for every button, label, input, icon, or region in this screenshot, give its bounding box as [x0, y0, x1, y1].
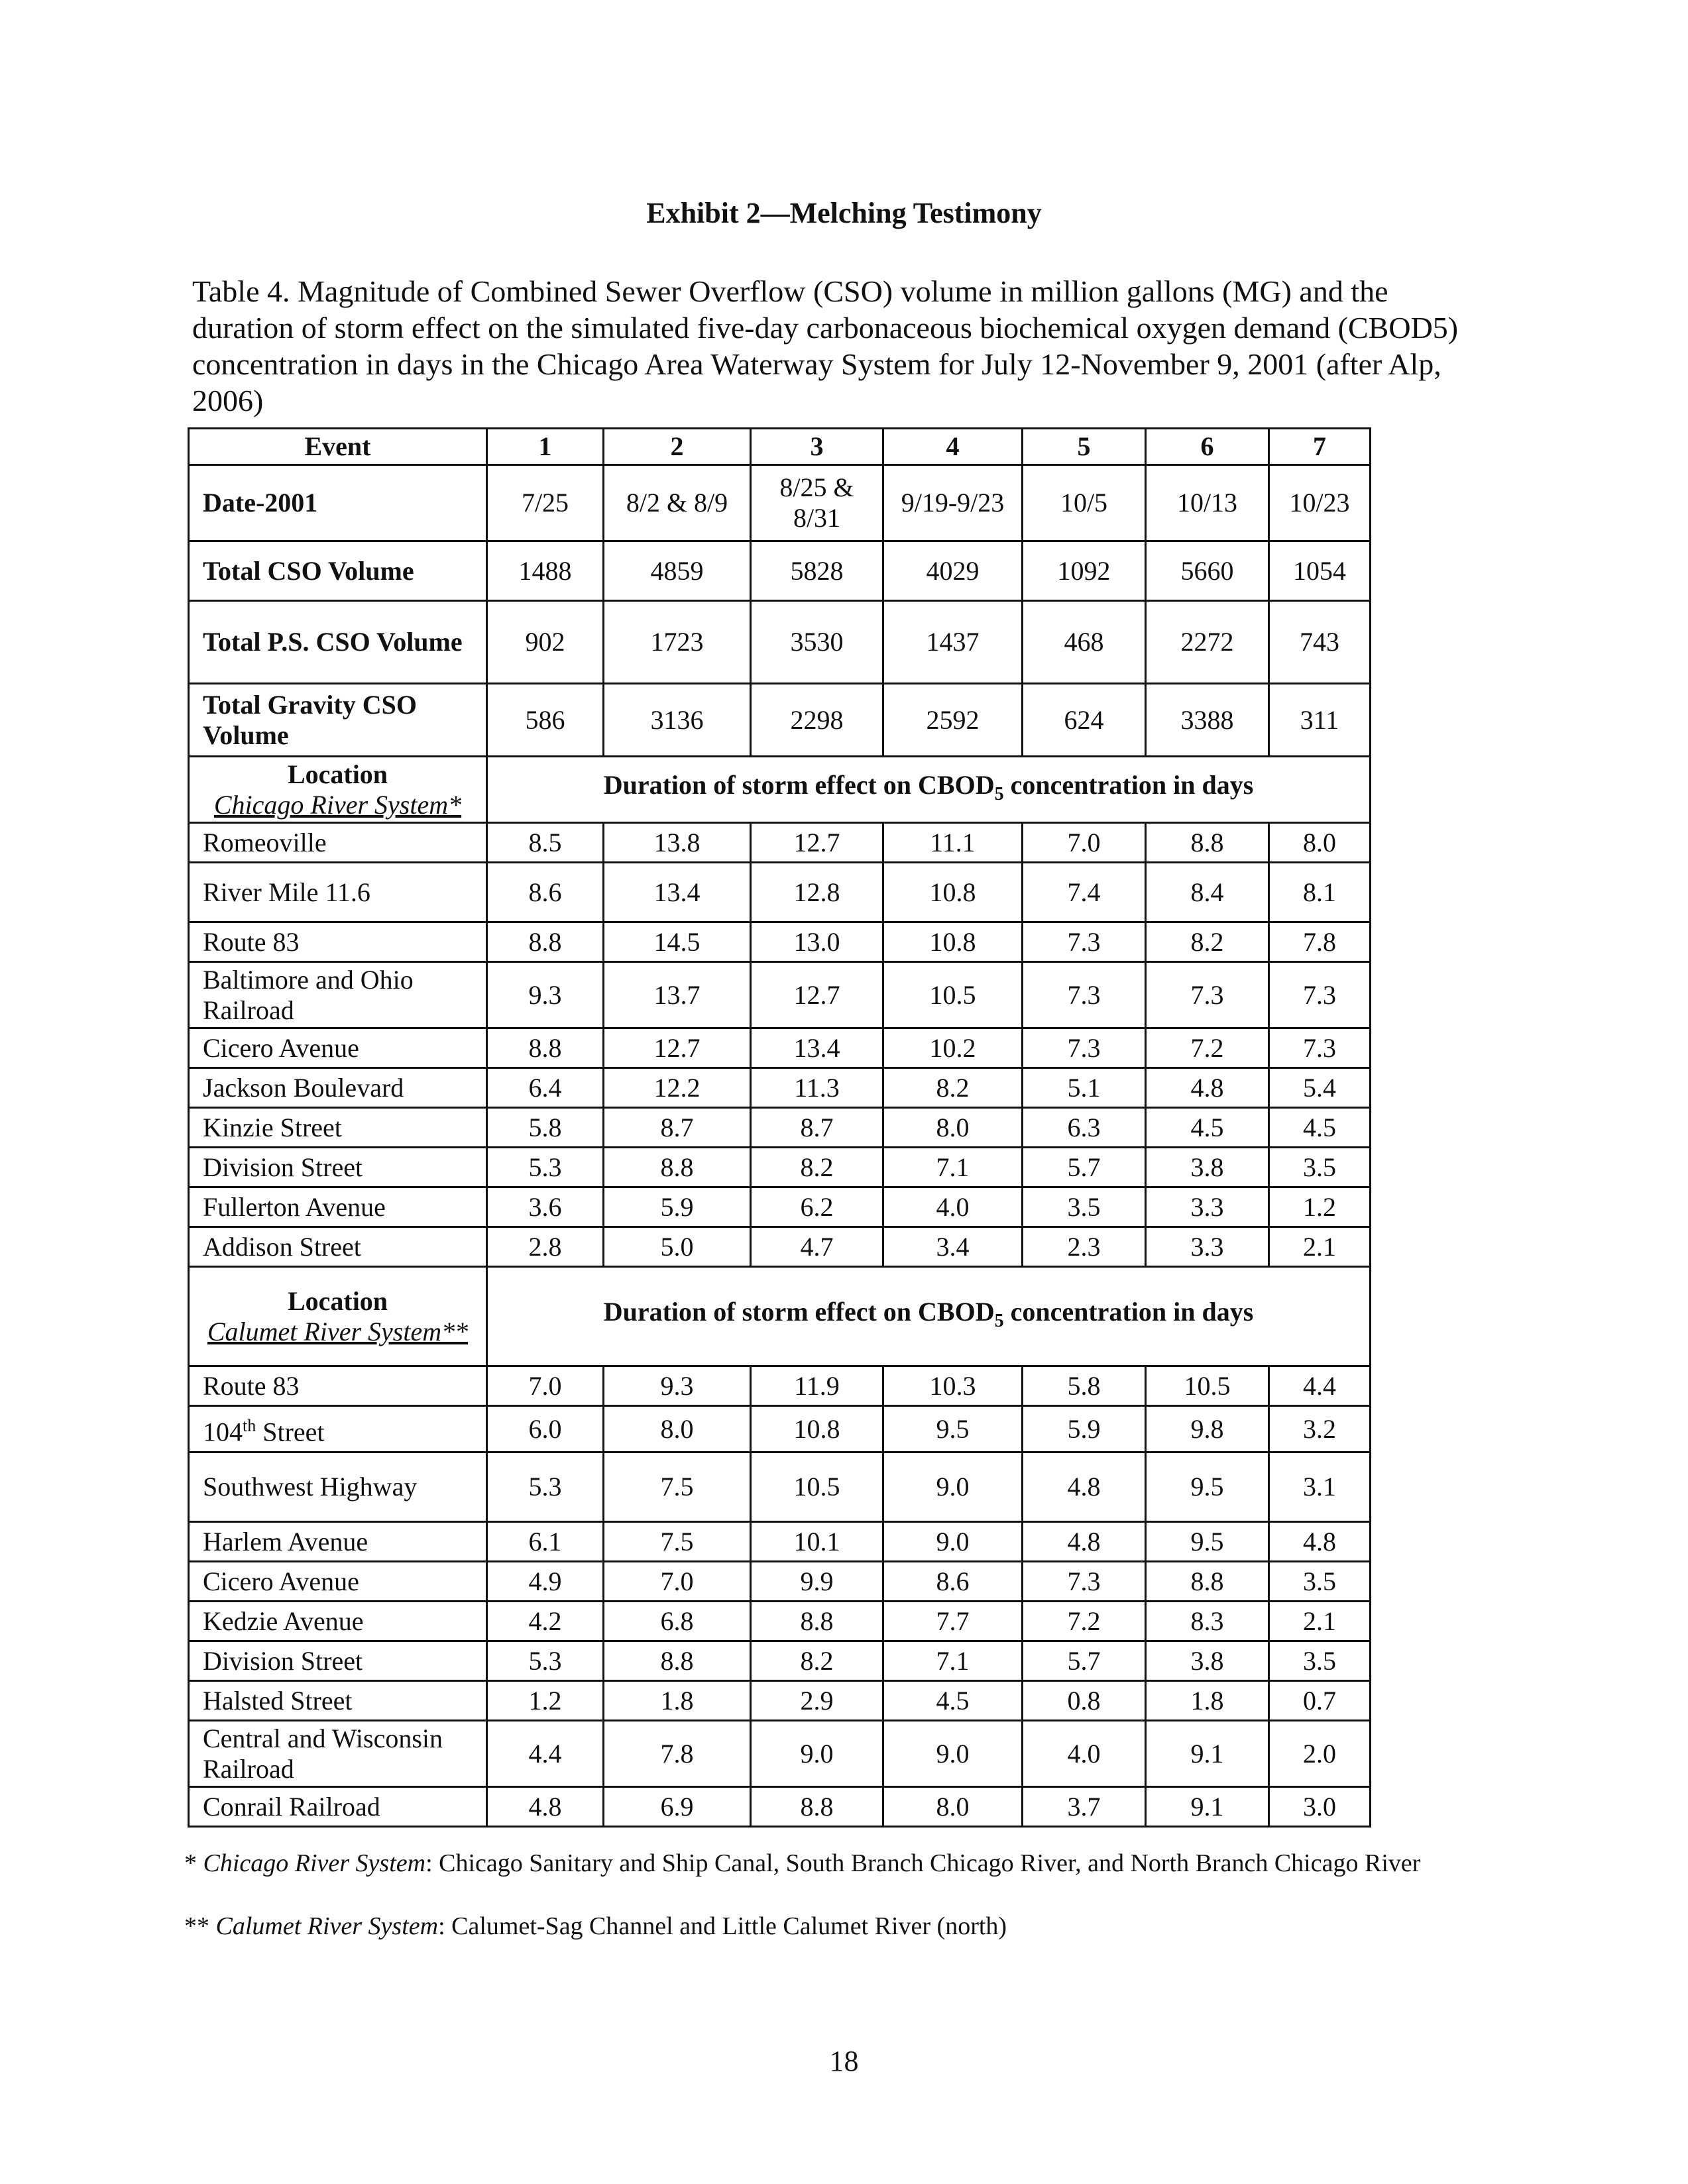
duration-cell: 10.3: [883, 1366, 1023, 1406]
location-label: [189, 1366, 487, 1406]
duration-cell: 1.8: [604, 1681, 751, 1721]
duration-cell: 7.5: [604, 1522, 751, 1562]
page-number: 18: [829, 2045, 859, 2077]
volume-cell: 3388: [1146, 684, 1269, 757]
volume-label: Total Gravity CSO Volume: [189, 684, 487, 757]
volume-row: [189, 541, 1371, 601]
duration-cell: 13.4: [604, 863, 751, 922]
cso-table: [188, 427, 1371, 1828]
duration-cell: 4.8: [487, 1787, 604, 1827]
event-number: 4: [883, 429, 1023, 465]
table-row: [189, 1562, 1371, 1602]
duration-cell: 5.8: [1023, 1366, 1146, 1406]
location-name: Harlem Avenue: [203, 1526, 368, 1556]
duration-header: [487, 757, 1371, 823]
duration-cell: 9.5: [1146, 1452, 1269, 1522]
location-header-row: [189, 757, 1371, 823]
duration-cell: 5.3: [487, 1452, 604, 1522]
table-row: [189, 1068, 1371, 1108]
duration-cell: 6.2: [751, 1187, 883, 1227]
duration-cell: 8.7: [604, 1108, 751, 1148]
location-name-suffix: Street: [256, 1417, 325, 1447]
footnote-calumet: ** Calumet River System: Calumet-Sag Channel and Little Calumet River (north): [184, 1912, 1007, 1940]
event-number: 1: [487, 429, 604, 465]
duration-cell: 6.1: [487, 1522, 604, 1562]
duration-cell: 9.3: [604, 1366, 751, 1406]
volume-cell: 1488: [487, 541, 604, 601]
duration-cell: 3.2: [1269, 1406, 1371, 1452]
duration-cell: 2.0: [1269, 1721, 1371, 1787]
date-cell: 8/25 & 8/31: [751, 465, 883, 541]
duration-cell: 8.8: [487, 1028, 604, 1068]
volume-cell: 624: [1023, 684, 1146, 757]
location-name: Southwest Highway: [203, 1472, 418, 1502]
duration-cell: 11.3: [751, 1068, 883, 1108]
volume-cell: 1723: [604, 601, 751, 684]
date-cell: 7/25: [487, 465, 604, 541]
duration-cell: 9.0: [883, 1522, 1023, 1562]
duration-cell: 13.0: [751, 922, 883, 962]
table-row: [189, 863, 1371, 922]
event-number: 2: [604, 429, 751, 465]
duration-cell: 8.4: [1146, 863, 1269, 922]
volume-cell: 1092: [1023, 541, 1146, 601]
duration-cell: 8.2: [1146, 922, 1269, 962]
duration-cell: 4.0: [1023, 1721, 1146, 1787]
duration-cell: 2.8: [487, 1227, 604, 1267]
duration-cell: 4.8: [1023, 1452, 1146, 1522]
table-row: [189, 1187, 1371, 1227]
location-name: Addison Street: [203, 1231, 361, 1262]
duration-cell: 3.1: [1269, 1452, 1371, 1522]
location-header-row: [189, 1267, 1371, 1366]
duration-cell: 3.5: [1023, 1187, 1146, 1227]
volume-row: [189, 684, 1371, 757]
duration-cell: 4.8: [1023, 1522, 1146, 1562]
duration-cell: 7.8: [1269, 922, 1371, 962]
table-row: [189, 823, 1371, 863]
table-row: [189, 1406, 1371, 1452]
system-name: Chicago River System*: [213, 789, 462, 820]
duration-cell: 4.0: [883, 1187, 1023, 1227]
date-cell: 10/23: [1269, 465, 1371, 541]
duration-cell: 6.0: [487, 1406, 604, 1452]
duration-cell: 10.1: [751, 1522, 883, 1562]
table-row: [189, 1681, 1371, 1721]
location-title: Location: [287, 759, 388, 789]
volume-cell: 5828: [751, 541, 883, 601]
volume-cell: 2272: [1146, 601, 1269, 684]
table-row: [189, 962, 1371, 1028]
table-row: [189, 1452, 1371, 1522]
volume-cell: 5660: [1146, 541, 1269, 601]
location-label: [189, 1452, 487, 1522]
volume-label: Total P.S. CSO Volume: [189, 601, 487, 684]
duration-cell: 8.8: [604, 1148, 751, 1187]
duration-cell: 13.4: [751, 1028, 883, 1068]
event-number: 6: [1146, 429, 1269, 465]
event-header-row: [189, 429, 1371, 465]
location-label: [189, 1787, 487, 1827]
duration-cell: 9.1: [1146, 1787, 1269, 1827]
volume-cell: 2592: [883, 684, 1023, 757]
duration-cell: 5.0: [604, 1227, 751, 1267]
duration-cell: 13.8: [604, 823, 751, 863]
duration-cell: 8.8: [604, 1641, 751, 1681]
date-cell: 10/13: [1146, 465, 1269, 541]
duration-cell: 8.2: [751, 1148, 883, 1187]
duration-cell: 8.2: [883, 1068, 1023, 1108]
duration-cell: 0.8: [1023, 1681, 1146, 1721]
location-label: [189, 863, 487, 922]
table-caption: Table 4. Magnitude of Combined Sewer Overflow (CSO) volume in million gallons (MG) and the duration of storm effect on the simulated five-day carbonaceous biochemical oxygen demand (CBOD5) concentration in days in the Chicago Area Waterway System for July 12-November 9, 2001 (after Alp, 2006): [192, 274, 1459, 417]
duration-cell: 8.1: [1269, 863, 1371, 922]
duration-cell: 1.2: [1269, 1187, 1371, 1227]
duration-cell: 6.8: [604, 1602, 751, 1641]
location-label: [189, 1641, 487, 1681]
duration-cell: 8.8: [487, 922, 604, 962]
duration-cell: 4.5: [1146, 1108, 1269, 1148]
duration-cell: 4.8: [1269, 1522, 1371, 1562]
volume-cell: 743: [1269, 601, 1371, 684]
duration-cell: 6.9: [604, 1787, 751, 1827]
location-name: Route 83: [203, 1370, 300, 1401]
table-row: [189, 1787, 1371, 1827]
volume-cell: 3530: [751, 601, 883, 684]
duration-cell: 10.5: [883, 962, 1023, 1028]
duration-cell: 3.8: [1146, 1148, 1269, 1187]
location-name: Division Street: [203, 1645, 363, 1676]
duration-cell: 7.0: [604, 1562, 751, 1602]
duration-cell: 3.3: [1146, 1227, 1269, 1267]
volume-label: Total CSO Volume: [189, 541, 487, 601]
location-name: Jackson Boulevard: [203, 1072, 404, 1103]
location-label: [189, 1562, 487, 1602]
duration-cell: 12.7: [751, 823, 883, 863]
duration-cell: 8.0: [604, 1406, 751, 1452]
duration-cell: 8.0: [1269, 823, 1371, 863]
location-name: Conrail Railroad: [203, 1791, 380, 1822]
location-label: [189, 823, 487, 863]
duration-cell: 4.4: [1269, 1366, 1371, 1406]
duration-cell: 4.5: [1269, 1108, 1371, 1148]
duration-cell: 7.3: [1023, 1028, 1146, 1068]
location-name: Kinzie Street: [203, 1112, 342, 1142]
event-number: 3: [751, 429, 883, 465]
location-name: Kedzie Avenue: [203, 1606, 364, 1636]
volume-cell: 586: [487, 684, 604, 757]
duration-cell: 2.1: [1269, 1227, 1371, 1267]
duration-cell: 9.5: [883, 1406, 1023, 1452]
duration-subscript: 5: [994, 783, 1004, 804]
duration-cell: 13.7: [604, 962, 751, 1028]
duration-cell: 7.3: [1023, 962, 1146, 1028]
duration-cell: 9.5: [1146, 1522, 1269, 1562]
volume-cell: 4859: [604, 541, 751, 601]
volume-cell: 2298: [751, 684, 883, 757]
date-row: [189, 465, 1371, 541]
duration-suffix: concentration in days: [1003, 1296, 1254, 1327]
table-row: [189, 1366, 1371, 1406]
duration-cell: 11.9: [751, 1366, 883, 1406]
duration-cell: 3.5: [1269, 1641, 1371, 1681]
duration-cell: 8.8: [1146, 1562, 1269, 1602]
duration-cell: 9.0: [883, 1721, 1023, 1787]
duration-cell: 8.5: [487, 823, 604, 863]
table-row: [189, 1641, 1371, 1681]
location-label: [189, 962, 487, 1028]
duration-cell: 4.2: [487, 1602, 604, 1641]
duration-cell: 5.9: [1023, 1406, 1146, 1452]
table-row: [189, 922, 1371, 962]
duration-cell: 7.3: [1023, 922, 1146, 962]
location-label: [189, 1068, 487, 1108]
duration-cell: 5.7: [1023, 1148, 1146, 1187]
location-name: Baltimore and Ohio Railroad: [203, 964, 414, 1025]
duration-cell: 8.3: [1146, 1602, 1269, 1641]
duration-cell: 5.9: [604, 1187, 751, 1227]
duration-cell: 4.5: [883, 1681, 1023, 1721]
duration-cell: 8.0: [883, 1108, 1023, 1148]
duration-cell: 3.5: [1269, 1148, 1371, 1187]
location-label: [189, 1406, 487, 1452]
table-row: [189, 1028, 1371, 1068]
duration-cell: 4.4: [487, 1721, 604, 1787]
location-label: [189, 1108, 487, 1148]
location-name: Halsted Street: [203, 1685, 353, 1716]
footnote-chicago: * Chicago River System: Chicago Sanitary and Ship Canal, South Branch Chicago River, and North Branch Chicago River: [184, 1849, 1421, 1877]
duration-cell: 3.8: [1146, 1641, 1269, 1681]
duration-cell: 8.7: [751, 1108, 883, 1148]
location-name: Fullerton Avenue: [203, 1191, 386, 1222]
duration-cell: 3.7: [1023, 1787, 1146, 1827]
location-label: [189, 1028, 487, 1068]
duration-cell: 8.6: [487, 863, 604, 922]
duration-cell: 5.8: [487, 1108, 604, 1148]
duration-cell: 8.8: [1146, 823, 1269, 863]
duration-text: Duration of storm effect on CBOD: [603, 769, 995, 800]
table-row: [189, 1602, 1371, 1641]
duration-cell: 7.2: [1146, 1028, 1269, 1068]
duration-cell: 8.2: [751, 1641, 883, 1681]
duration-cell: 5.7: [1023, 1641, 1146, 1681]
duration-cell: 7.8: [604, 1721, 751, 1787]
duration-cell: 9.9: [751, 1562, 883, 1602]
location-label: [189, 1602, 487, 1641]
duration-cell: 7.1: [883, 1148, 1023, 1187]
duration-subscript: 5: [994, 1310, 1004, 1331]
volume-cell: 468: [1023, 601, 1146, 684]
duration-cell: 7.3: [1146, 962, 1269, 1028]
location-header: [189, 757, 487, 823]
location-label: [189, 1681, 487, 1721]
location-label: [189, 1187, 487, 1227]
table-row: [189, 1227, 1371, 1267]
duration-cell: 8.8: [751, 1602, 883, 1641]
duration-cell: 7.0: [487, 1366, 604, 1406]
volume-cell: 3136: [604, 684, 751, 757]
duration-cell: 6.3: [1023, 1108, 1146, 1148]
duration-cell: 7.3: [1269, 1028, 1371, 1068]
event-label: Event: [189, 429, 487, 465]
duration-cell: 7.3: [1269, 962, 1371, 1028]
duration-cell: 2.9: [751, 1681, 883, 1721]
duration-cell: 9.0: [751, 1721, 883, 1787]
table-row: [189, 1148, 1371, 1187]
duration-cell: 9.8: [1146, 1406, 1269, 1452]
duration-cell: 3.6: [487, 1187, 604, 1227]
duration-cell: 10.5: [1146, 1366, 1269, 1406]
duration-cell: 10.5: [751, 1452, 883, 1522]
duration-cell: 12.2: [604, 1068, 751, 1108]
duration-cell: 5.3: [487, 1148, 604, 1187]
volume-cell: 1054: [1269, 541, 1371, 601]
duration-cell: 5.1: [1023, 1068, 1146, 1108]
volume-cell: 311: [1269, 684, 1371, 757]
volume-cell: 4029: [883, 541, 1023, 601]
duration-cell: 7.1: [883, 1641, 1023, 1681]
duration-cell: 10.8: [883, 922, 1023, 962]
duration-header: [487, 1267, 1371, 1366]
table-row: [189, 1108, 1371, 1148]
location-name: Cicero Avenue: [203, 1566, 359, 1596]
event-number: 7: [1269, 429, 1371, 465]
duration-cell: 9.3: [487, 962, 604, 1028]
duration-cell: 9.1: [1146, 1721, 1269, 1787]
duration-cell: 10.8: [751, 1406, 883, 1452]
table-row: [189, 1721, 1371, 1787]
volume-row: [189, 601, 1371, 684]
location-label: [189, 1522, 487, 1562]
duration-cell: 12.8: [751, 863, 883, 922]
ordinal-suffix: th: [243, 1415, 256, 1435]
location-header: [189, 1267, 487, 1366]
volume-cell: 1437: [883, 601, 1023, 684]
location-name: 104: [203, 1417, 243, 1447]
duration-cell: 8.8: [751, 1787, 883, 1827]
duration-text: Duration of storm effect on CBOD: [603, 1296, 995, 1327]
event-number: 5: [1023, 429, 1146, 465]
location-name: Cicero Avenue: [203, 1032, 359, 1063]
duration-cell: 10.8: [883, 863, 1023, 922]
duration-cell: 1.2: [487, 1681, 604, 1721]
duration-cell: 3.5: [1269, 1562, 1371, 1602]
location-label: [189, 1721, 487, 1787]
duration-cell: 11.1: [883, 823, 1023, 863]
duration-cell: 10.2: [883, 1028, 1023, 1068]
duration-cell: 14.5: [604, 922, 751, 962]
duration-cell: 7.4: [1023, 863, 1146, 922]
duration-cell: 8.6: [883, 1562, 1023, 1602]
duration-cell: 12.7: [751, 962, 883, 1028]
duration-cell: 7.5: [604, 1452, 751, 1522]
location-name: Romeoville: [203, 827, 327, 857]
date-label: Date-2001: [189, 465, 487, 541]
location-name: River Mile 11.6: [203, 877, 370, 907]
duration-cell: 7.0: [1023, 823, 1146, 863]
date-cell: 10/5: [1023, 465, 1146, 541]
duration-suffix: concentration in days: [1003, 769, 1254, 800]
date-cell: 9/19-9/23: [883, 465, 1023, 541]
duration-cell: 5.3: [487, 1641, 604, 1681]
duration-cell: 1.8: [1146, 1681, 1269, 1721]
duration-cell: 8.0: [883, 1787, 1023, 1827]
location-title: Location: [287, 1285, 388, 1316]
exhibit-title: Exhibit 2—Melching Testimony: [646, 197, 1042, 229]
duration-cell: 3.4: [883, 1227, 1023, 1267]
duration-cell: 5.4: [1269, 1068, 1371, 1108]
location-name: Central and Wisconsin Railroad: [203, 1723, 443, 1784]
duration-cell: 4.7: [751, 1227, 883, 1267]
location-label: [189, 1148, 487, 1187]
duration-cell: 3.0: [1269, 1787, 1371, 1827]
duration-cell: 2.3: [1023, 1227, 1146, 1267]
duration-cell: 7.7: [883, 1602, 1023, 1641]
duration-cell: 0.7: [1269, 1681, 1371, 1721]
duration-cell: 4.8: [1146, 1068, 1269, 1108]
location-name: Division Street: [203, 1152, 363, 1182]
system-name: Calumet River System**: [207, 1316, 469, 1346]
location-name: Route 83: [203, 926, 300, 957]
duration-cell: 6.4: [487, 1068, 604, 1108]
duration-cell: 12.7: [604, 1028, 751, 1068]
duration-cell: 4.9: [487, 1562, 604, 1602]
duration-cell: 9.0: [883, 1452, 1023, 1522]
duration-cell: 3.3: [1146, 1187, 1269, 1227]
duration-cell: 7.3: [1023, 1562, 1146, 1602]
table-row: [189, 1522, 1371, 1562]
duration-cell: 2.1: [1269, 1602, 1371, 1641]
date-cell: 8/2 & 8/9: [604, 465, 751, 541]
location-label: [189, 1227, 487, 1267]
volume-cell: 902: [487, 601, 604, 684]
location-label: [189, 922, 487, 962]
duration-cell: 7.2: [1023, 1602, 1146, 1641]
